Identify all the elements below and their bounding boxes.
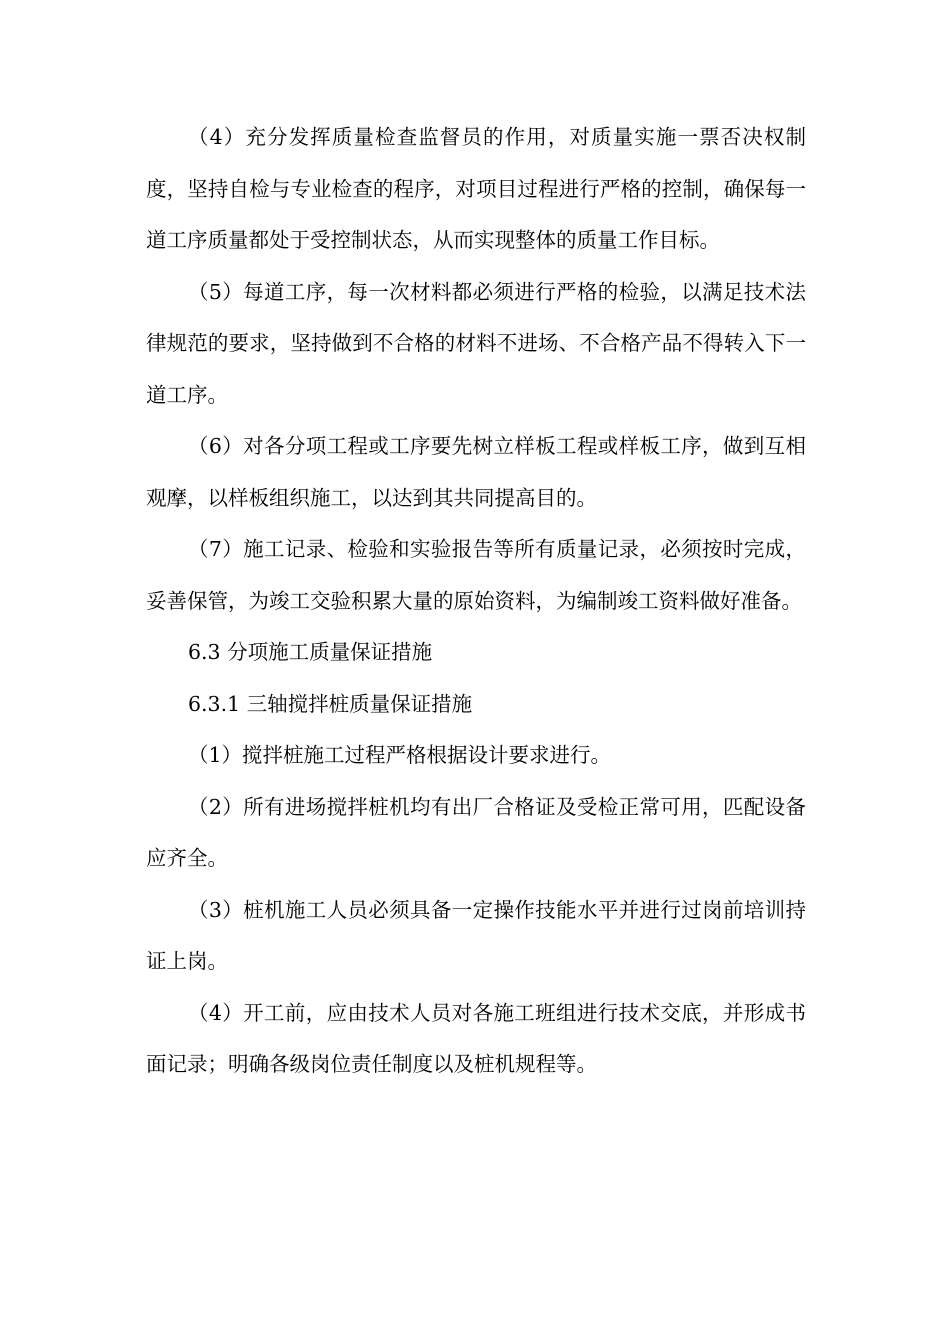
subsection-item-4-technical-briefing: （4）开工前，应由技术人员对各施工班组进行技术交底，并形成书面记录；明确各级岗位责任制度以及桩机规程等。 <box>146 1000 806 1076</box>
paragraph-item-5-material-inspection: （5）每道工序，每一次材料都必须进行严格的检验，以满足技术法律规范的要求，坚持做到不合格的材料不进场、不合格产品不得转入下一道工序。 <box>146 279 806 407</box>
paragraph-item-6-sample-project: （6）对各分项工程或工序要先树立样板工程或样板工序，做到互相观摩，以样板组织施工，以达到其共同提高目的。 <box>146 434 806 510</box>
document-body <box>146 112 806 1091</box>
paragraph-item-4-quality-inspector: （4）充分发挥质量检查监督员的作用，对质量实施一票否决权制度，坚持自检与专业检查的程序，对项目过程进行严格的控制，确保每一道工序质量都处于受控制状态，从而实现整体的质量工作目标。 <box>146 125 806 252</box>
subsection-item-1-construction-process: （1）搅拌桩施工过程严格根据设计要求进行。 <box>188 743 612 767</box>
paragraph-item-7-quality-records: （7）施工记录、检验和实验报告等所有质量记录，必须按时完成，妥善保管，为竣工交验积累大量的原始资料，为编制竣工资料做好准备。 <box>146 537 806 613</box>
subsection-heading: 6.3.1 三轴搅拌桩质量保证措施 <box>188 691 473 716</box>
subsection-item-3-operator-training: （3）桩机施工人员必须具备一定操作技能水平并进行过岗前培训持证上岗。 <box>146 897 806 973</box>
section-heading: 6.3 分项施工质量保证措施 <box>188 640 433 664</box>
subsection-item-2-machine-certificates: （2）所有进场搅拌桩机均有出厂合格证及受检正常可用，匹配设备应齐全。 <box>146 794 806 870</box>
